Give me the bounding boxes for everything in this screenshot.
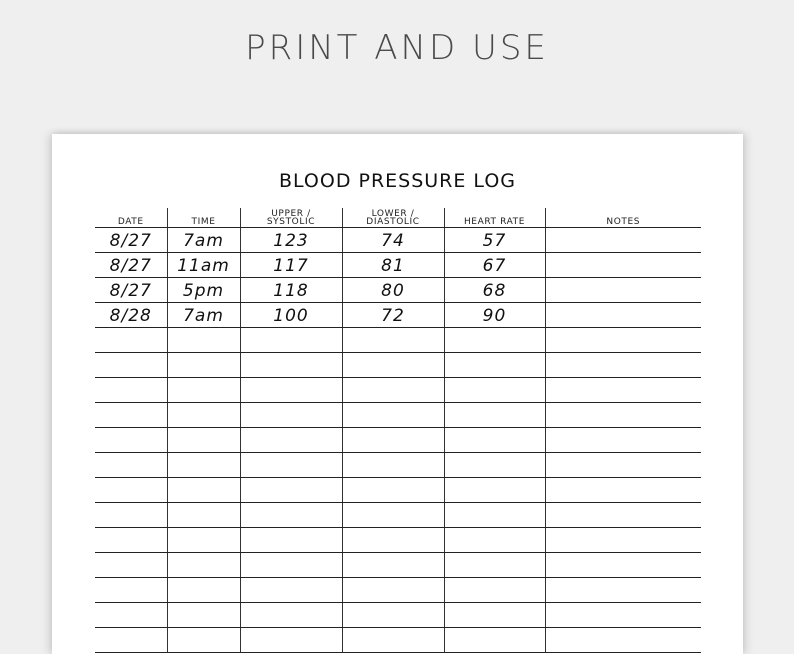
- cell-lower-diastolic-blank: [342, 603, 444, 628]
- cell-upper-systolic-blank: [240, 428, 342, 453]
- cell-date-blank: [95, 553, 167, 578]
- cell-heart-rate-blank: [444, 503, 545, 528]
- cell-date-blank: [95, 628, 167, 653]
- cell-heart-rate-blank: [444, 378, 545, 403]
- cell-notes-blank: [545, 328, 701, 353]
- cell-heart-rate: 68: [444, 278, 545, 303]
- cell-time: 7am: [167, 228, 240, 253]
- cell-notes-blank: [545, 578, 701, 603]
- cell-date-blank: [95, 528, 167, 553]
- cell-time: 7am: [167, 303, 240, 328]
- cell-notes-blank: [545, 503, 701, 528]
- cell-date: 8/27: [95, 278, 167, 303]
- cell-time-blank: [167, 478, 240, 503]
- cell-time-blank: [167, 503, 240, 528]
- table-body: [95, 228, 701, 653]
- cell-notes: [545, 303, 701, 328]
- cell-time-blank: [167, 353, 240, 378]
- cell-lower-diastolic-blank: [342, 328, 444, 353]
- empty-table-row: [95, 353, 701, 378]
- cell-lower-diastolic: 74: [342, 228, 444, 253]
- cell-time-blank: [167, 428, 240, 453]
- empty-table-row: [95, 553, 701, 578]
- column-header-notes: NOTES: [545, 208, 701, 228]
- cell-date: 8/28: [95, 303, 167, 328]
- cell-date-blank: [95, 328, 167, 353]
- cell-upper-systolic-blank: [240, 453, 342, 478]
- cell-upper-systolic-blank: [240, 503, 342, 528]
- cell-lower-diastolic-blank: [342, 528, 444, 553]
- table-row: [95, 303, 701, 328]
- banner-title: PRINT AND USE: [245, 28, 549, 68]
- table-row: [95, 278, 701, 303]
- empty-table-row: [95, 503, 701, 528]
- cell-time-blank: [167, 553, 240, 578]
- cell-lower-diastolic-blank: [342, 553, 444, 578]
- column-header-date: DATE: [95, 208, 167, 228]
- cell-upper-systolic: 117: [240, 253, 342, 278]
- cell-notes-blank: [545, 378, 701, 403]
- empty-table-row: [95, 578, 701, 603]
- table-header-row: [95, 208, 701, 228]
- empty-table-row: [95, 478, 701, 503]
- empty-table-row: [95, 328, 701, 353]
- empty-table-row: [95, 403, 701, 428]
- cell-lower-diastolic: 72: [342, 303, 444, 328]
- cell-heart-rate: 57: [444, 228, 545, 253]
- cell-upper-systolic-blank: [240, 553, 342, 578]
- cell-notes-blank: [545, 428, 701, 453]
- cell-heart-rate-blank: [444, 528, 545, 553]
- cell-time-blank: [167, 403, 240, 428]
- cell-upper-systolic-blank: [240, 403, 342, 428]
- cell-upper-systolic-blank: [240, 578, 342, 603]
- cell-time-blank: [167, 453, 240, 478]
- table-row: [95, 228, 701, 253]
- cell-notes-blank: [545, 528, 701, 553]
- column-header-heart-rate: HEART RATE: [444, 208, 545, 228]
- cell-lower-diastolic-blank: [342, 478, 444, 503]
- cell-time-blank: [167, 328, 240, 353]
- cell-heart-rate: 67: [444, 253, 545, 278]
- cell-heart-rate-blank: [444, 628, 545, 653]
- cell-heart-rate-blank: [444, 428, 545, 453]
- cell-lower-diastolic-blank: [342, 453, 444, 478]
- cell-upper-systolic-blank: [240, 328, 342, 353]
- cell-upper-systolic-blank: [240, 478, 342, 503]
- cell-heart-rate-blank: [444, 578, 545, 603]
- cell-heart-rate-blank: [444, 603, 545, 628]
- cell-lower-diastolic-blank: [342, 378, 444, 403]
- blood-pressure-table: [95, 208, 701, 653]
- cell-heart-rate: 90: [444, 303, 545, 328]
- column-header-upper-systolic: [240, 208, 342, 228]
- cell-notes-blank: [545, 603, 701, 628]
- cell-heart-rate-blank: [444, 403, 545, 428]
- cell-date-blank: [95, 503, 167, 528]
- empty-table-row: [95, 378, 701, 403]
- cell-upper-systolic: 118: [240, 278, 342, 303]
- cell-date-blank: [95, 428, 167, 453]
- cell-notes-blank: [545, 628, 701, 653]
- cell-time: 11am: [167, 253, 240, 278]
- cell-date-blank: [95, 378, 167, 403]
- cell-lower-diastolic-blank: [342, 628, 444, 653]
- empty-table-row: [95, 628, 701, 653]
- cell-date-blank: [95, 353, 167, 378]
- cell-time-blank: [167, 578, 240, 603]
- log-title: BLOOD PRESSURE LOG: [278, 170, 517, 192]
- cell-notes-blank: [545, 453, 701, 478]
- cell-lower-diastolic-blank: [342, 578, 444, 603]
- empty-table-row: [95, 453, 701, 478]
- cell-notes-blank: [545, 353, 701, 378]
- cell-lower-diastolic-blank: [342, 428, 444, 453]
- cell-date-blank: [95, 603, 167, 628]
- cell-upper-systolic: 123: [240, 228, 342, 253]
- cell-date-blank: [95, 403, 167, 428]
- cell-upper-systolic-blank: [240, 378, 342, 403]
- cell-notes-blank: [545, 478, 701, 503]
- cell-date: 8/27: [95, 253, 167, 278]
- cell-heart-rate-blank: [444, 328, 545, 353]
- cell-upper-systolic: 100: [240, 303, 342, 328]
- printable-sheet: [52, 134, 743, 654]
- cell-upper-systolic-blank: [240, 353, 342, 378]
- empty-table-row: [95, 428, 701, 453]
- cell-heart-rate-blank: [444, 478, 545, 503]
- cell-upper-systolic-blank: [240, 628, 342, 653]
- cell-notes-blank: [545, 403, 701, 428]
- column-header-time: TIME: [167, 208, 240, 228]
- table-row: [95, 253, 701, 278]
- empty-table-row: [95, 528, 701, 553]
- cell-lower-diastolic-blank: [342, 353, 444, 378]
- cell-notes-blank: [545, 553, 701, 578]
- cell-time-blank: [167, 378, 240, 403]
- cell-lower-diastolic: 80: [342, 278, 444, 303]
- cell-time: 5pm: [167, 278, 240, 303]
- cell-heart-rate-blank: [444, 453, 545, 478]
- cell-heart-rate-blank: [444, 353, 545, 378]
- cell-lower-diastolic: 81: [342, 253, 444, 278]
- cell-time-blank: [167, 528, 240, 553]
- empty-table-row: [95, 603, 701, 628]
- cell-notes: [545, 253, 701, 278]
- cell-date-blank: [95, 453, 167, 478]
- cell-date: 8/27: [95, 228, 167, 253]
- cell-notes: [545, 228, 701, 253]
- cell-notes: [545, 278, 701, 303]
- cell-time-blank: [167, 628, 240, 653]
- column-header-upper-label: UPPER / SYSTOLIC: [266, 209, 316, 227]
- cell-heart-rate-blank: [444, 553, 545, 578]
- column-header-lower-label: LOWER / DIASTOLIC: [366, 209, 420, 227]
- cell-date-blank: [95, 478, 167, 503]
- cell-upper-systolic-blank: [240, 603, 342, 628]
- cell-lower-diastolic-blank: [342, 403, 444, 428]
- cell-lower-diastolic-blank: [342, 503, 444, 528]
- cell-time-blank: [167, 603, 240, 628]
- cell-date-blank: [95, 578, 167, 603]
- cell-upper-systolic-blank: [240, 528, 342, 553]
- column-header-lower-diastolic: [342, 208, 444, 228]
